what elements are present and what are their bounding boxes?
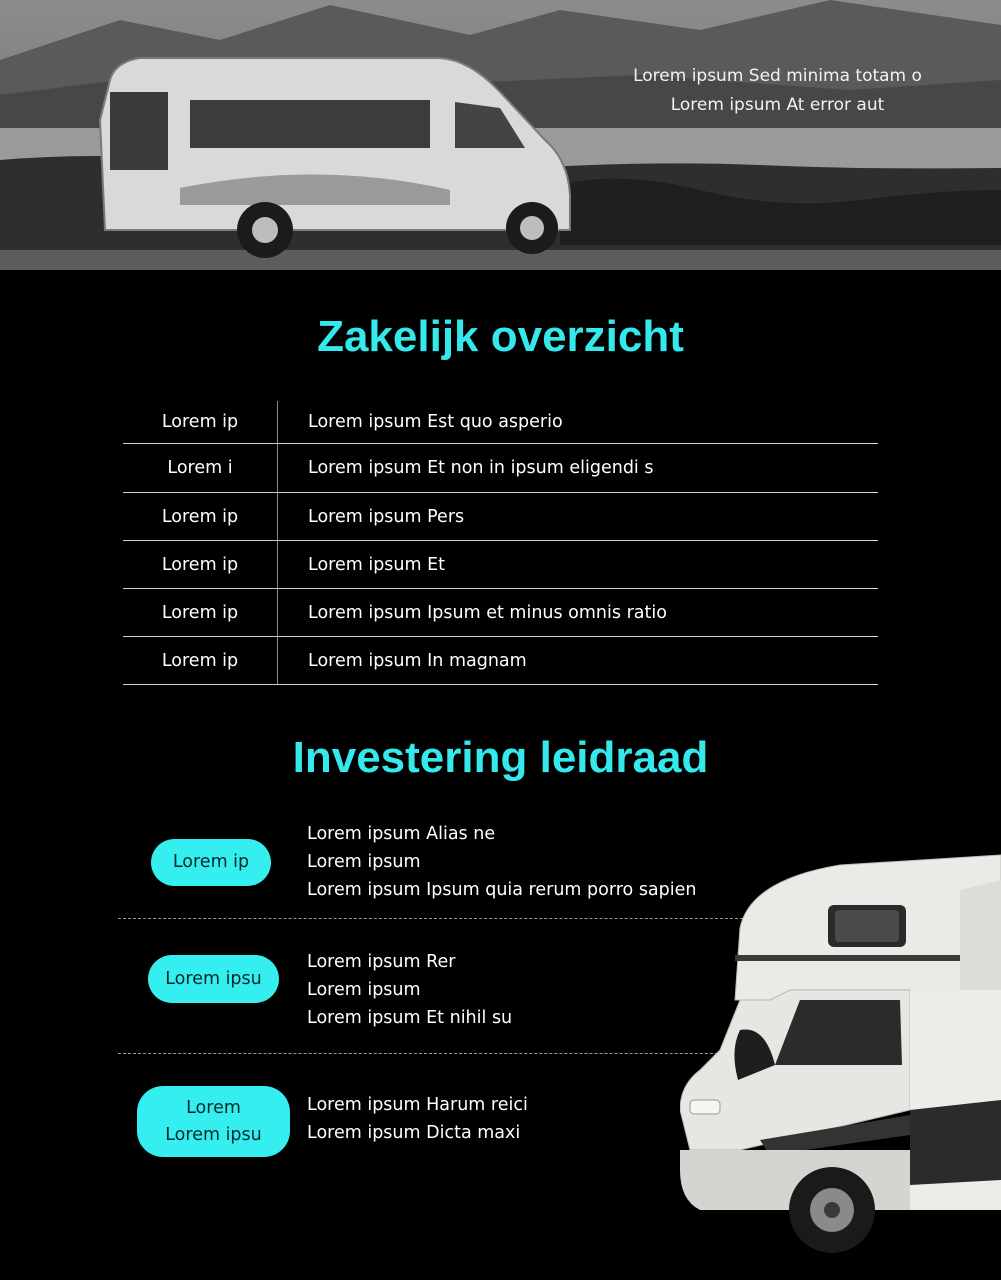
- guide-item-text: [307, 820, 697, 904]
- row-label: Lorem ip: [123, 589, 278, 637]
- row-label: Lorem ip: [123, 493, 278, 541]
- row-value: Lorem ipsum Et: [278, 541, 879, 589]
- row-value: Lorem ipsum Et non in ipsum eligendi s: [278, 444, 879, 493]
- guide-title: Investering leidraad: [292, 733, 709, 782]
- row-label: Lorem ip: [123, 637, 278, 685]
- row-value: Lorem ipsum Est quo asperio: [278, 401, 879, 444]
- table-row: [123, 541, 878, 589]
- guide-line: Lorem ipsum Ipsum quia rerum porro sapien: [307, 880, 697, 900]
- guide-divider: [118, 1053, 758, 1054]
- row-value: Lorem ipsum Pers: [278, 493, 879, 541]
- row-value: Lorem ipsum Ipsum et minus omnis ratio: [278, 589, 879, 637]
- row-label: Lorem ip: [123, 401, 278, 444]
- row-value: Lorem ipsum In magnam: [278, 637, 879, 685]
- hero-caption-line: Lorem ipsum At error aut: [670, 95, 885, 115]
- guide-line: Lorem ipsum Dicta maxi: [307, 1123, 521, 1143]
- pill-label: Lorem ipsu: [165, 1124, 262, 1145]
- guide-pill: [151, 839, 271, 886]
- campervan-photo: [0, 0, 1001, 270]
- pill-label: Lorem ipsu: [165, 968, 262, 989]
- row-label: Lorem ip: [123, 541, 278, 589]
- table-row: [123, 493, 878, 541]
- hero-caption: [590, 62, 965, 120]
- guide-pill: [148, 955, 279, 1003]
- guide-item-text: [307, 1091, 528, 1147]
- table-row: [123, 589, 878, 637]
- row-label: Lorem i: [123, 444, 278, 493]
- overview-table: [123, 401, 878, 685]
- guide-pill: [137, 1086, 290, 1157]
- table-row: [123, 401, 878, 444]
- guide-line: Lorem ipsum Et nihil su: [307, 1008, 513, 1028]
- guide-divider: [118, 918, 758, 919]
- hero-banner: [0, 0, 1001, 270]
- table-row: [123, 637, 878, 685]
- hero-caption-line: Lorem ipsum Sed minima totam o: [633, 66, 922, 86]
- camper-illustration: [680, 850, 1001, 1260]
- guide-line: Lorem ipsum Alias ne: [307, 824, 496, 844]
- guide-item-text: [307, 948, 512, 1032]
- overview-title: Zakelijk overzicht: [317, 312, 684, 361]
- table-row: [123, 444, 878, 493]
- pill-label: Lorem: [186, 1097, 241, 1118]
- guide-line: Lorem ipsum Harum reici: [307, 1095, 528, 1115]
- guide-line: Lorem ipsum Rer: [307, 952, 456, 972]
- guide-line: Lorem ipsum: [307, 852, 421, 872]
- guide-line: Lorem ipsum: [307, 980, 421, 1000]
- pill-label: Lorem ip: [172, 852, 250, 872]
